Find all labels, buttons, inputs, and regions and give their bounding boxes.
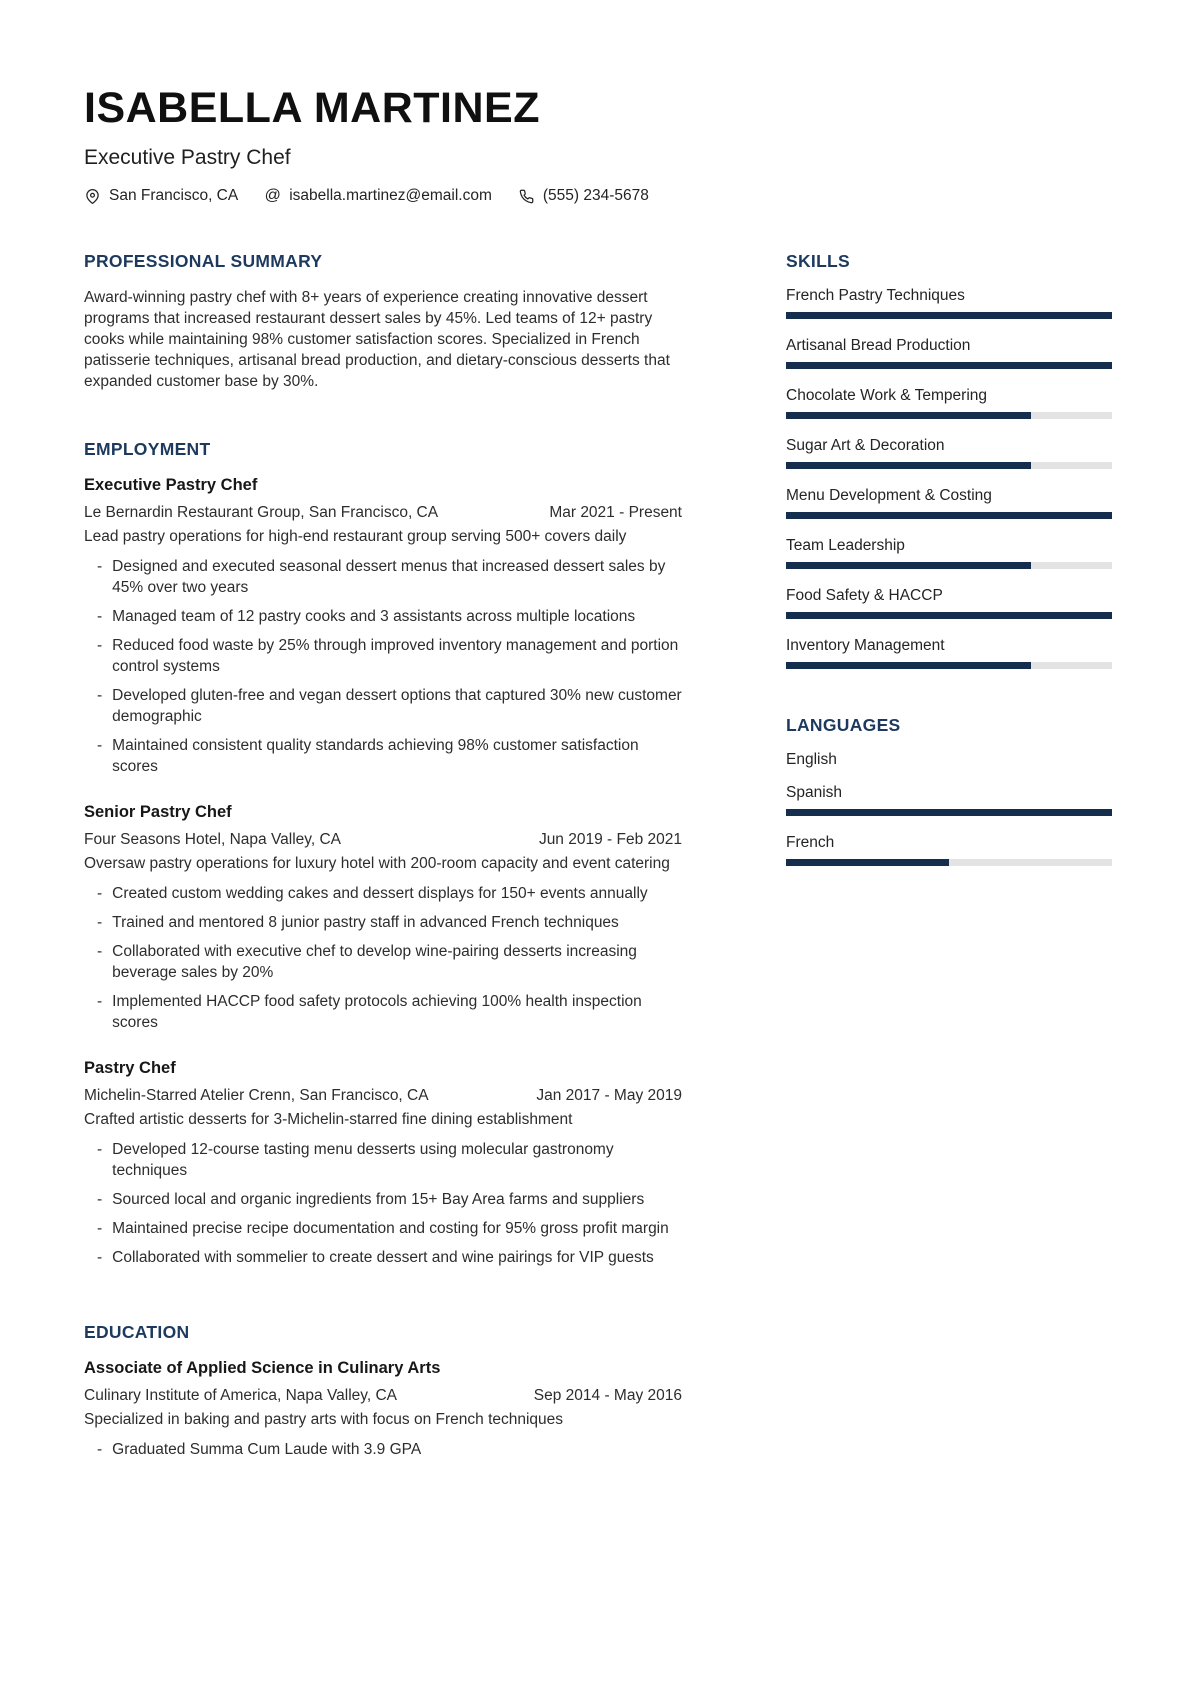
bullet-list [84, 556, 682, 777]
job-entry-description: Oversaw pastry operations for luxury hotel with 200-room capacity and event catering [84, 855, 670, 873]
job-entry-title: Executive Pastry Chef [84, 476, 258, 495]
employment-section [84, 439, 682, 1268]
language-item [786, 751, 1112, 769]
skill-item-bar-track [786, 512, 1112, 519]
candidate-title: Executive Pastry Chef [84, 146, 291, 170]
bullet-dash: - [97, 1141, 103, 1159]
education-entry-title: Associate of Applied Science in Culinary Arts [84, 1359, 441, 1378]
bullet-dash: - [97, 608, 103, 626]
contact-item [84, 187, 238, 205]
skill-item-bar-fill [786, 662, 1031, 669]
job-entry [84, 803, 682, 1033]
bullet-item [84, 685, 682, 727]
bullet-item [84, 941, 682, 983]
contact-text: isabella.martinez@email.com [289, 187, 492, 205]
bullet-text: Implemented HACCP food safety protocols achieving 100% health inspection scores [112, 993, 642, 1032]
bullet-item [84, 1189, 682, 1210]
bullet-list [84, 1139, 682, 1268]
language-item-bar-track [786, 809, 1112, 816]
bullet-text: Created custom wedding cakes and dessert displays for 150+ events annually [112, 885, 648, 903]
education-section-heading: EDUCATION [84, 1322, 190, 1343]
skill-item-bar-fill [786, 562, 1031, 569]
sidebar-column [786, 251, 1112, 1468]
bullet-text: Designed and executed seasonal dessert menus that increased dessert sales by 45% over two years [112, 558, 666, 597]
bullet-text: Graduated Summa Cum Laude with 3.9 GPA [112, 1441, 422, 1459]
education-list [84, 1359, 682, 1460]
education-entry-company: Culinary Institute of America, Napa Valley, CA [84, 1387, 398, 1405]
skill-item-label: Chocolate Work & Tempering [786, 387, 988, 405]
job-entry [84, 476, 682, 777]
job-entry-description: Lead pastry operations for high-end restaurant group serving 500+ covers daily [84, 528, 627, 546]
bullet-item [84, 1247, 682, 1268]
skills-section-heading: SKILLS [786, 251, 851, 272]
contact-item [518, 187, 649, 205]
job-entry-title: Pastry Chef [84, 1059, 176, 1078]
skill-item-label: Artisanal Bread Production [786, 337, 971, 355]
skill-item-label: Food Safety & HACCP [786, 587, 943, 605]
contact-text: (555) 234-5678 [542, 187, 649, 205]
bullet-item [84, 1139, 682, 1181]
bullet-dash: - [97, 1220, 103, 1238]
contact-row [84, 187, 1112, 205]
skill-item-bar-fill [786, 362, 1112, 369]
skill-item [786, 537, 1112, 569]
bullet-text: Developed 12-course tasting menu desserts using molecular gastronomy techniques [112, 1141, 614, 1180]
bullet-list [84, 1439, 682, 1460]
job-entry-company: Four Seasons Hotel, Napa Valley, CA [84, 831, 342, 849]
language-item [786, 834, 1112, 866]
bullet-dash: - [97, 637, 103, 655]
job-entry-meta [84, 1085, 682, 1106]
language-item-bar-track [786, 859, 1112, 866]
job-entry-title: Senior Pastry Chef [84, 803, 232, 822]
skill-item [786, 487, 1112, 519]
skill-item-bar-fill [786, 412, 1031, 419]
skill-item-label: Inventory Management [786, 637, 945, 655]
main-column [84, 251, 682, 1468]
contact-text: San Francisco, CA [109, 187, 239, 205]
bullet-dash: - [97, 1191, 103, 1209]
skill-item-bar-track [786, 462, 1112, 469]
candidate-name: ISABELLA MARTINEZ [84, 84, 540, 132]
skill-item-label: French Pastry Techniques [786, 287, 965, 305]
skill-item-label: Menu Development & Costing [786, 487, 992, 505]
bullet-item [84, 991, 682, 1033]
language-item-bar-fill [786, 859, 949, 866]
bullet-text: Collaborated with sommelier to create dessert and wine pairings for VIP guests [112, 1249, 654, 1267]
language-item-label: Spanish [786, 784, 843, 802]
bullet-text: Developed gluten-free and vegan dessert options that captured 30% new customer demographic [112, 687, 682, 726]
job-entry-meta [84, 829, 682, 850]
skill-item-bar-track [786, 612, 1112, 619]
education-section [84, 1322, 682, 1460]
skill-item-bar-track [786, 312, 1112, 319]
skill-item-bar-track [786, 362, 1112, 369]
education-entry-description: Specialized in baking and pastry arts with focus on French techniques [84, 1411, 564, 1429]
bullet-text: Maintained consistent quality standards achieving 98% customer satisfaction scores [112, 737, 639, 776]
skill-item-bar-track [786, 412, 1112, 419]
phone-icon [518, 188, 535, 205]
bullet-item [84, 735, 682, 777]
bullet-text: Collaborated with executive chef to develop wine-pairing desserts increasing beverage sales by 20% [112, 943, 637, 982]
bullet-dash: - [97, 687, 103, 705]
language-item-bar-fill [786, 809, 1112, 816]
job-entry-meta [84, 502, 682, 523]
contact-item [264, 187, 492, 205]
bullet-dash: - [97, 558, 103, 576]
bullet-item [84, 883, 682, 904]
skill-item [786, 437, 1112, 469]
skill-item-bar-fill [786, 462, 1031, 469]
bullet-item [84, 912, 682, 933]
bullet-item [84, 635, 682, 677]
job-entry-dates: Mar 2021 - Present [549, 504, 682, 522]
professional-summary-section [84, 251, 682, 392]
skill-item-bar-track [786, 562, 1112, 569]
bullet-dash: - [97, 1249, 103, 1267]
skill-item [786, 387, 1112, 419]
job-entry-dates: Jan 2017 - May 2019 [536, 1087, 682, 1105]
skill-item-bar-fill [786, 512, 1112, 519]
job-entry-company: Le Bernardin Restaurant Group, San Francisco, CA [84, 504, 439, 522]
location-pin-icon [84, 188, 101, 205]
bullet-item [84, 606, 682, 627]
education-entry [84, 1359, 682, 1460]
bullet-text: Trained and mentored 8 junior pastry staff in advanced French techniques [112, 914, 619, 932]
bullet-text: Reduced food waste by 25% through improved inventory management and portion control systems [112, 637, 679, 676]
skill-item [786, 287, 1112, 319]
education-entry-meta [84, 1385, 682, 1406]
summary-section-heading: PROFESSIONAL SUMMARY [84, 251, 323, 272]
language-item [786, 784, 1112, 816]
job-list [84, 476, 682, 1268]
bullet-item [84, 1439, 682, 1460]
bullet-dash: - [97, 885, 103, 903]
at-sign-icon: @ [264, 187, 281, 205]
skill-item-bar-fill [786, 312, 1112, 319]
bullet-text: Managed team of 12 pastry cooks and 3 assistants across multiple locations [112, 608, 636, 626]
bullet-dash: - [97, 737, 103, 755]
skill-item [786, 587, 1112, 619]
language-list [786, 751, 1112, 866]
education-entry-dates: Sep 2014 - May 2016 [533, 1387, 682, 1405]
skill-item-bar-track [786, 662, 1112, 669]
bullet-item [84, 556, 682, 598]
bullet-dash: - [97, 1441, 103, 1459]
skill-item [786, 637, 1112, 669]
summary-text: Award-winning pastry chef with 8+ years of experience creating innovative dessert programs that increased restaurant dessert sales by 45%. Led teams of 12+ pastry cooks while maintaining 98% customer satisfaction scores. Specialized in French patisserie techniques, artisanal bread production, and dietary-conscious desserts that expanded customer base by 30%. [84, 289, 670, 391]
bullet-dash: - [97, 943, 103, 961]
job-entry-dates: Jun 2019 - Feb 2021 [538, 831, 682, 849]
skill-item [786, 337, 1112, 369]
skill-item-bar-fill [786, 612, 1112, 619]
language-item-label: English [786, 751, 837, 769]
bullet-dash: - [97, 914, 103, 932]
bullet-list [84, 883, 682, 1033]
bullet-dash: - [97, 993, 103, 1011]
bullet-text: Maintained precise recipe documentation and costing for 95% gross profit margin [112, 1220, 669, 1238]
job-entry [84, 1059, 682, 1268]
skill-list [786, 287, 1112, 669]
resume-header [84, 86, 1112, 205]
languages-section-heading: LANGUAGES [786, 715, 901, 736]
content-columns [84, 251, 1112, 1468]
employment-section-heading: EMPLOYMENT [84, 439, 211, 460]
languages-section [786, 715, 1112, 866]
bullet-item [84, 1218, 682, 1239]
job-entry-company: Michelin-Starred Atelier Crenn, San Francisco, CA [84, 1087, 429, 1105]
job-entry-description: Crafted artistic desserts for 3-Michelin-starred fine dining establishment [84, 1111, 573, 1129]
skill-item-label: Sugar Art & Decoration [786, 437, 945, 455]
bullet-text: Sourced local and organic ingredients from 15+ Bay Area farms and suppliers [112, 1191, 645, 1209]
language-item-label: French [786, 834, 835, 852]
skills-section [786, 251, 1112, 669]
skill-item-label: Team Leadership [786, 537, 905, 555]
